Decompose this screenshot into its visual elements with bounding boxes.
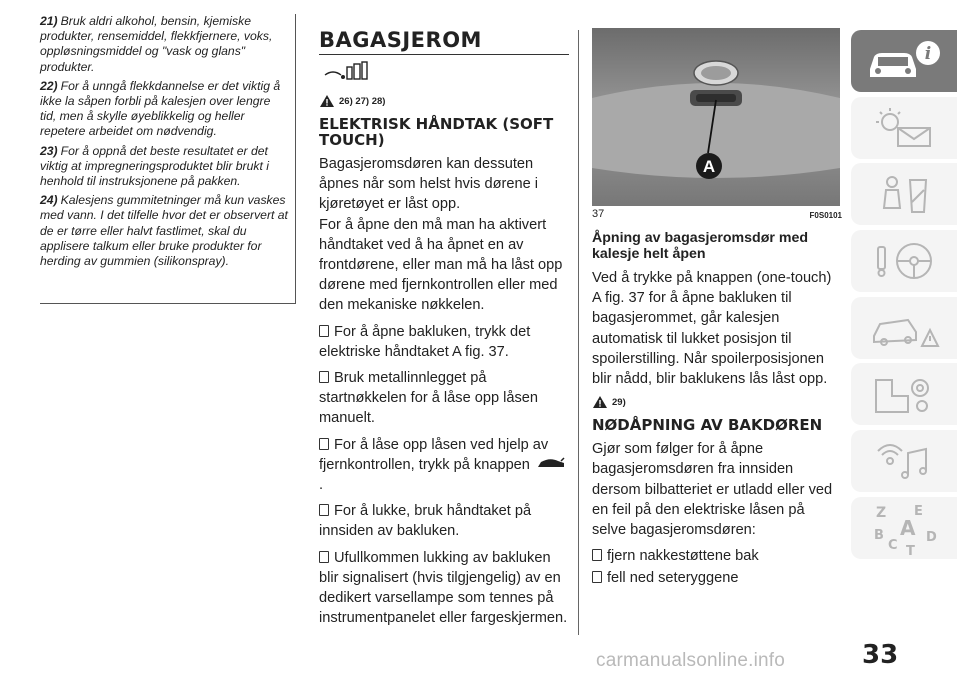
- bullet-5: Ufullkommen lukking av bakluken blir signalisert (hvis tilgjengelig) av en dedikert varsellampe som tennes på instrumentpanelet eller fargeskjermen.: [319, 549, 568, 627]
- bullet-4: For å lukke, bruk håndtaket på innsiden av bakluken.: [319, 503, 532, 540]
- svg-text:B: B: [874, 527, 884, 543]
- checkbox-bullet-icon: [319, 438, 329, 450]
- paragraph-1: Bagasjeromsdøren kan dessuten åpnes når som helst hvis dørene i kjøretøyet er låst opp.: [319, 156, 539, 213]
- warning-refs: 26) 27) 28): [319, 94, 569, 108]
- checkbox-bullet-icon: [319, 371, 329, 383]
- luggage-icon: [323, 61, 569, 88]
- subtitle-soft-touch: ELEKTRISK HÅNDTAK (SOFT TOUCH): [319, 115, 554, 149]
- svg-text:D: D: [926, 529, 937, 545]
- note-22: 22) For å unngå flekkdannelse er det viktig å ikke la såpen forbli på kalesjen over lengre tid, men å skylle øyeblikkelig og heller repetere arbeidet om nødvendig.: [40, 78, 281, 139]
- maintenance-icon: [864, 372, 944, 416]
- note-23: 23) For å oppnå det beste resultatet er det viktig at impregneringsproduktet blir brukt i henhold til instruksjonene på pakken.: [40, 143, 269, 189]
- right-column: [592, 28, 842, 595]
- tab-multimedia[interactable]: [851, 430, 957, 492]
- caption-heading: Åpning av bagasjeromsdør med kalesje helt åpen: [592, 230, 809, 262]
- tab-safety[interactable]: [851, 163, 957, 225]
- tab-car-info[interactable]: [851, 30, 957, 92]
- warning-icon: [592, 395, 608, 409]
- tab-emergency[interactable]: [851, 297, 957, 359]
- chapter-tabs: [851, 30, 960, 564]
- checkbox-bullet-icon: [319, 325, 329, 337]
- svg-text:i: i: [924, 44, 932, 64]
- car-info-icon: [864, 39, 944, 83]
- figure-caption: 37 F0S0101: [592, 208, 842, 220]
- svg-text:E: E: [914, 503, 923, 519]
- tab-maintenance[interactable]: [851, 363, 957, 425]
- checkbox-bullet-icon: [319, 551, 329, 563]
- column-divider: [578, 30, 579, 635]
- checkbox-bullet-icon: [592, 549, 602, 561]
- paragraph-3: Ved å trykke på knappen (one-touch) A fig. 37 for å åpne bakluken til bagasjerommet, går kalesjen automatisk til lukket posisjon til spoilerstilling. Når spoilerposisjonen blir nådd, blir baklukens lås låst opp.: [592, 270, 832, 388]
- multimedia-icon: [864, 439, 944, 483]
- bullet-6: fjern nakkestøttene bak: [592, 546, 842, 566]
- checkbox-bullet-icon: [592, 571, 602, 583]
- alphabetical-index-icon: [864, 501, 944, 555]
- callout-label: A: [702, 157, 716, 176]
- main-column: [319, 28, 569, 634]
- svg-text:C: C: [888, 537, 898, 553]
- note-24: 24) Kalesjens gummitetninger må kun vaskes med vann. I det tilfelle hvor det er observert at de er tørre eller halvt fastlimet, skal du applisere talkum eller bruke produkter for herding av gummien (silikonspray).: [40, 193, 288, 269]
- section-title: BAGASJEROM: [319, 28, 569, 55]
- tab-starting-driving[interactable]: [851, 230, 957, 292]
- checkbox-bullet-icon: [319, 504, 329, 516]
- tab-index[interactable]: [851, 497, 957, 559]
- notes-box: [40, 14, 296, 304]
- bullet-1: For å åpne bakluken, trykk det elektriske håndtaket A fig. 37.: [319, 323, 531, 360]
- tab-dashboard-lights[interactable]: [851, 97, 957, 159]
- paragraph-2: For å åpne den må man ha aktivert håndtaket ved å ha åpnet en av frontdørene, eller man må ha låst opp dørene med fjernkontrollen eller med den mekaniske nøkkelen.: [319, 216, 563, 314]
- paragraph-4: Gjør som følger for å åpne bagasjeromsdøren fra innsiden dersom bilbatteriet er utladd eller ved en feil på den elektriske låsen på selve bagasjeromsdøren:: [592, 441, 833, 539]
- note-21: 21) Bruk aldri alkohol, bensin, kjemiske produkter, rensemiddel, flekkfjernere, voks, oppløsningsmiddel og "vask og glans" produkter.: [40, 14, 273, 74]
- airbag-safety-icon: [864, 172, 944, 216]
- svg-text:T: T: [906, 543, 915, 555]
- watermark: carmanualsonline.info: [596, 650, 786, 671]
- emergency-icon: [864, 306, 944, 350]
- svg-text:Z: Z: [876, 504, 887, 521]
- trunk-button-icon: [536, 457, 566, 471]
- subtitle-emergency-opening: NØDÅPNING AV BAKDØREN: [592, 416, 823, 435]
- bullet-3: For å låse opp låsen ved hjelp av fjernkontrollen, trykk på knappen .: [319, 435, 569, 496]
- bullet-2: Bruk metallinnlegget på startnøkkelen for å låse opp låsen manuelt.: [319, 370, 539, 427]
- warning-ref-29: 29): [592, 395, 842, 409]
- dashboard-lights-icon: [864, 106, 944, 150]
- warning-icon: [319, 94, 335, 108]
- figure-37: [592, 28, 840, 206]
- svg-text:A: A: [900, 515, 916, 540]
- page-number: 33: [862, 640, 899, 670]
- steering-wheel-icon: [864, 239, 944, 283]
- bullet-7: fell ned seteryggene: [592, 568, 842, 588]
- tailgate-photo: [592, 28, 840, 206]
